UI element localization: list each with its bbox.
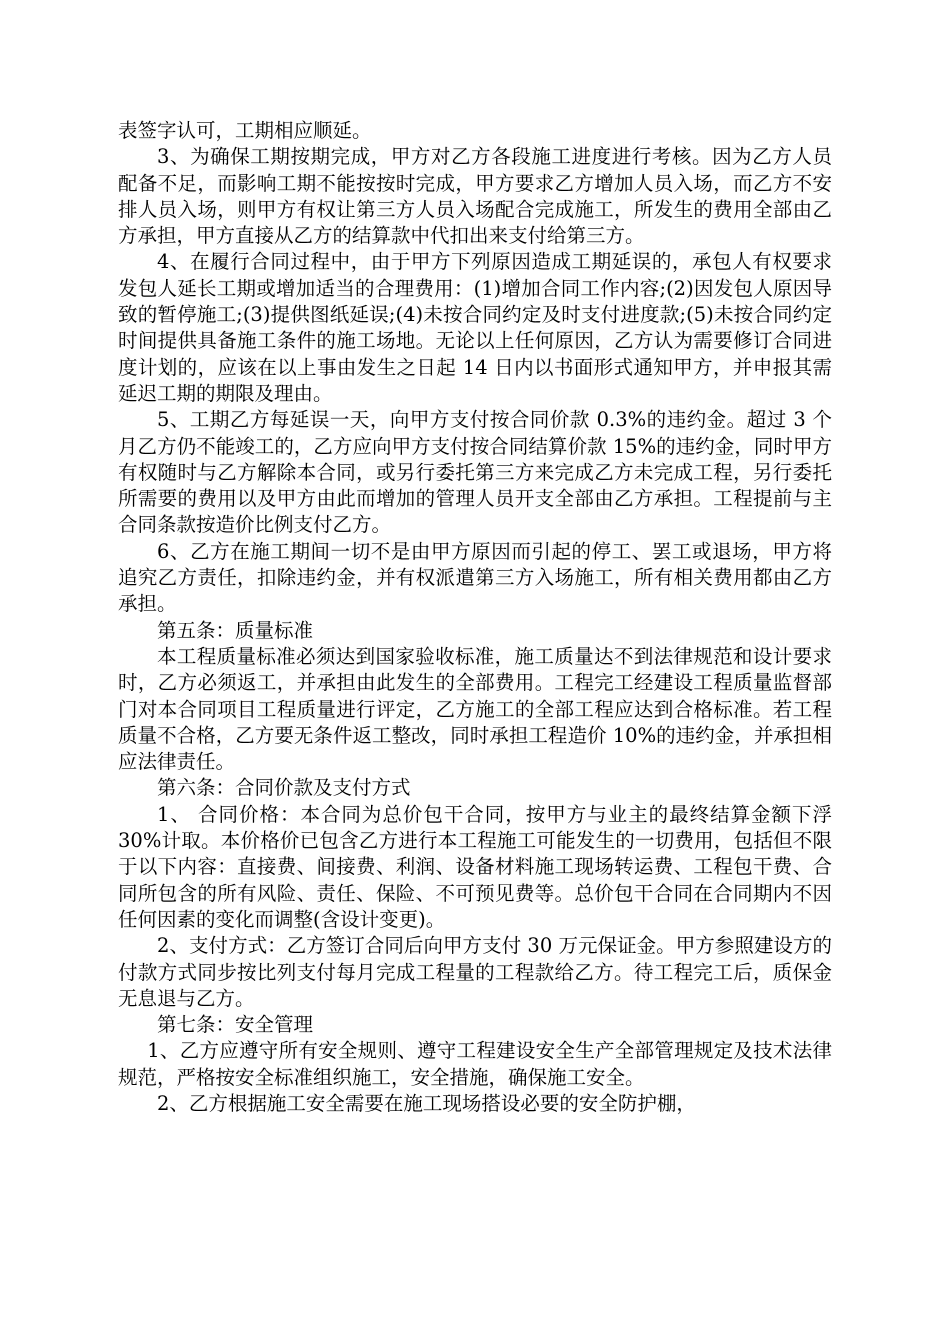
section-heading-safety: 第七条：安全管理	[157, 1013, 314, 1037]
paragraph-7: 1、 合同价格：本合同为总价包干合同，按甲方与业主的最终结算金额下浮 30%计取。本价格价已包含乙方进行本工程施工可能发生的一切费用，包括但不限于以下内容：直接费、间接费、利润、设备材料施工现场转运费、工程包干费、合同所包含的所有风险、责任、保险、不可预见费等。总价包干合同在合同期内不因任何因素的变化而调整(含设计变更)。	[118, 802, 832, 931]
section-heading-price: 第六条：合同价款及支付方式	[157, 776, 411, 800]
document-page	[118, 118, 832, 1117]
paragraph-4: 5、工期乙方每延误一天，向甲方支付按合同价款 0.3%的违约金。超过 3 个月乙方仍不能竣工的，乙方应向甲方支付按合同结算价款 15%的违约金，同时甲方有权随时与乙方解除本合同，或另行委托第三方来完成乙方未完成工程，另行委托所需要的费用以及甲方由此而增加的管理人员开支全部由乙方承担。工程提前与主合同条款按造价比例支付乙方。	[118, 408, 832, 537]
section-heading-quality: 第五条：质量标准	[157, 618, 314, 642]
paragraph-6: 本工程质量标准必须达到国家验收标准，施工质量达不到法律规范和设计要求时，乙方必须返工，并承担由此发生的全部费用。工程完工经建设工程质量监督部门对本合同项目工程质量进行评定，乙方施工的全部工程应达到合格标准。若工程质量不合格，乙方要无条件返工整改，同时承担工程造价 10%的违约金，并承担相应法律责任。	[118, 644, 832, 774]
paragraph-2: 3、为确保工期按期完成，甲方对乙方各段施工进度进行考核。因为乙方人员配备不足，而影响工期不能按按时完成，甲方要求乙方增加人员入场，而乙方不安排人员入场，则甲方有权让第三方人员入场配合完成施工，所发生的费用全部由乙方承担，甲方直接从乙方的结算款中代扣出来支付给第三方。	[118, 145, 832, 248]
paragraph-8: 2、支付方式：乙方签订合同后向甲方支付 30 万元保证金。甲方参照建设方的付款方式同步按比列支付每月完成工程量的工程款给乙方。待工程完工后，质保金无息退与乙方。	[118, 934, 832, 1010]
paragraph-5: 6、乙方在施工期间一切不是由甲方原因而引起的停工、罢工或退场，甲方将追究乙方责任，扣除违约金，并有权派遣第三方入场施工，所有相关费用都由乙方承担。	[118, 539, 832, 616]
paragraph-1: 表签字认可，工期相应顺延。	[118, 119, 372, 142]
paragraph-10: 2、乙方根据施工安全需要在施工现场搭设必要的安全防护棚，	[157, 1091, 696, 1115]
paragraph-3: 4、在履行合同过程中，由于甲方下列原因造成工期延误的，承包人有权要求发包人延长工期或增加适当的合理费用：(1)增加合同工作内容;(2)因发包人原因导致的暂停施工;(3)提供图纸延误;(4)未按合同约定及时支付进度款;(5)未按合同约定时间提供具备施工条件的施工场地。无论以上任何原因，乙方认为需要修订合同进度计划的，应该在以上事由发生之日起 14 日内以书面形式通知甲方，并申报其需延迟工期的期限及理由。	[118, 250, 832, 405]
paragraph-9: 1、乙方应遵守所有安全规则、遵守工程建设安全生产全部管理规定及技术法律规范，严格按安全标准组织施工，安全措施，确保施工安全。	[118, 1039, 832, 1089]
